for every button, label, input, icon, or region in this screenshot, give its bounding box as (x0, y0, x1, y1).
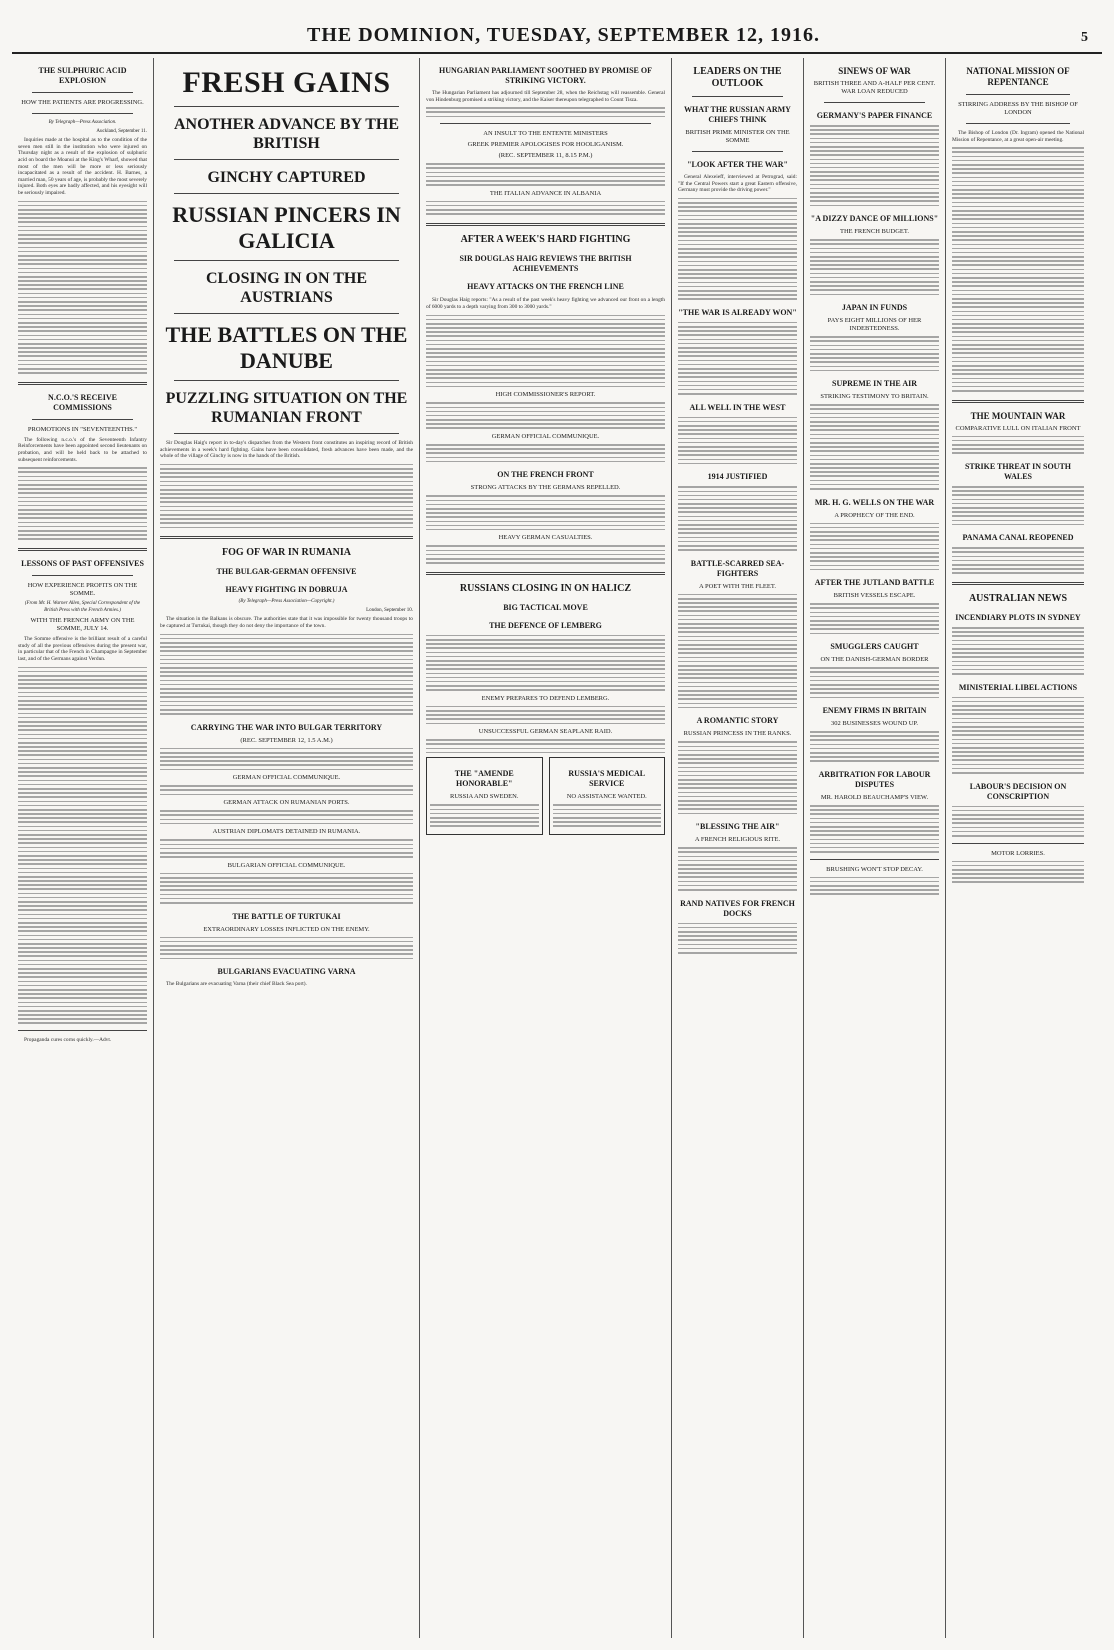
text-lines (678, 741, 797, 814)
headline: LEADERS ON THE OUTLOOK (693, 66, 782, 89)
text-lines (952, 861, 1084, 884)
credit: (From Mr. H. Warner Allen, Special Correspondent of the British Press with the French Armies.) (24, 600, 141, 613)
headline: SUPREME IN THE AIR (832, 379, 917, 389)
headline: AUSTRALIAN NEWS (968, 593, 1068, 604)
headline: AFTER THE JUTLAND BATTLE (814, 578, 935, 588)
subheadline: THE ITALIAN ADVANCE IN ALBANIA (489, 189, 602, 197)
subheadline: A POET WITH THE FLEET. (699, 582, 776, 590)
headline: ON THE FRENCH FRONT (497, 470, 594, 480)
subheadline: ENEMY PREPARES TO DEFEND LEMBERG. (481, 694, 610, 702)
text-lines (160, 464, 413, 528)
headline: THE "AMENDE HONORABLE" (454, 769, 514, 789)
article-text: The Hungarian Parliament has adjourned till September 28, when the Reichstag will reassemble. General von Hindenburg promised a striking victory, and the Kaiser thereupon telegraphed to Count Tisza. (426, 90, 665, 103)
headline: THE DEFENCE OF LEMBERG (489, 620, 602, 630)
headline: THE BULGAR-GERMAN OFFENSIVE (216, 567, 357, 577)
headline: SINEWS OF WAR (838, 66, 911, 76)
headline: "LOOK AFTER THE WAR" (687, 160, 788, 169)
subheadline: AN INSULT TO THE ENTENTE MINISTERS (483, 130, 608, 138)
article-text: Sir Douglas Haig reports: "As a result of the past week's heavy fighting we advanced our front on a length of 6000 yards to a depth varying from 300 to 3000 yards." (426, 297, 665, 310)
text-lines (678, 923, 797, 954)
subheadline: MR. HAROLD BEAUCHAMP'S VIEW. (820, 794, 929, 801)
subheadline: GREEK PREMIER APOLOGISES FOR HOOLIGANISM. (467, 141, 624, 149)
headline: HUNGARIAN PARLIAMENT SOOTHED BY PROMISE OF STRIKING VICTORY. (439, 66, 652, 85)
subheadline: RUSSIA AND SWEDEN. (450, 793, 519, 801)
column-6 (946, 58, 1090, 1638)
subheadline: BRITISH PRIME MINISTER ON THE SOMME (685, 129, 790, 144)
advertisement: BRUSHING WON'T STOP DECAY. (826, 865, 923, 873)
text-lines (810, 125, 939, 206)
subheadline: RUSSIAN PRINCESS IN THE RANKS. (683, 730, 792, 738)
headline: "A DIZZY DANCE OF MILLIONS" (810, 214, 939, 224)
headline: AFTER A WEEK'S HARD FIGHTING (460, 233, 631, 245)
headline: NATIONAL MISSION OF REPENTANCE (966, 66, 1070, 87)
received-line: (REC. SEPTEMBER 12, 1.5 A.M.) (240, 736, 333, 744)
column-1 (12, 58, 154, 1638)
headline: CLOSING IN ON THE AUSTRIANS (205, 270, 368, 306)
article-text: The following n.c.o.'s of the Seventeenth Infantry Reinforcements have been appointed second lieutenants on probation, and will be held back to be attached to subsequent reinforcements. (18, 436, 147, 463)
article-text: The Somme offensive is the brilliant result of a careful study of all the previous offensives during the present war, in particular that of the French in Champagne in September last, and of the Germans against Verdun. (18, 636, 147, 662)
text-lines (952, 697, 1084, 774)
subheadline: BRITISH THREE AND A-HALF PER CENT. WAR LOAN REDUCED (813, 80, 936, 95)
text-lines (18, 667, 147, 1025)
headline: BIG TACTICAL MOVE (503, 602, 588, 612)
headline: HEAVY FIGHTING IN DOBRUJA (225, 585, 348, 595)
headline: MINISTERIAL LIBEL ACTIONS (958, 682, 1078, 692)
headline: LABOUR'S DECISION ON CONSCRIPTION (969, 781, 1067, 801)
text-lines (426, 315, 665, 388)
text-lines (426, 545, 665, 563)
credit: (By Telegraph—Press Association—Copyright.) (238, 599, 335, 605)
headline: RUSSIA'S MEDICAL SERVICE (568, 769, 646, 789)
advertisement: Propaganda cures corns quickly.—Advt. (24, 1037, 112, 1044)
headline: ANOTHER ADVANCE BY THE BRITISH (173, 116, 400, 152)
text-lines (810, 603, 939, 634)
text-lines (810, 805, 939, 853)
subheadline: A FRENCH RELIGIOUS RITE. (694, 836, 781, 844)
column-4 (672, 58, 804, 1638)
column-5 (804, 58, 946, 1638)
headline: A ROMANTIC STORY (696, 716, 779, 726)
masthead-title: THE DOMINION, TUESDAY, SEPTEMBER 12, 1916. (306, 24, 821, 46)
headline: THE SULPHURIC ACID EXPLOSION (38, 66, 127, 85)
headline: SIR DOUGLAS HAIG REVIEWS THE BRITISH ACHIEVEMENTS (459, 253, 632, 273)
text-lines (952, 147, 1084, 391)
text-lines (952, 806, 1084, 837)
text-lines (426, 402, 665, 429)
text-lines (952, 436, 1084, 454)
text-lines (678, 847, 797, 890)
columns (12, 58, 1102, 1638)
text-lines (426, 706, 665, 724)
headline: BULGARIANS EVACUATING VARNA (217, 967, 356, 977)
box-amende (426, 757, 543, 835)
article-text: The Bulgarians are evacuating Varna (their chief Black Sea port). (166, 981, 307, 988)
subheadline: BULGARIAN OFFICIAL COMMUNIQUE. (227, 861, 346, 869)
column-2 (154, 58, 420, 1638)
text-lines (952, 627, 1084, 675)
text-lines (426, 201, 665, 215)
text-lines (426, 163, 665, 186)
text-lines (810, 731, 939, 762)
text-lines (678, 198, 797, 300)
headline: GINCHY CAPTURED (207, 169, 366, 186)
text-lines (160, 873, 413, 904)
headline: PUZZLING SITUATION ON THE RUMANIAN FRONT (165, 390, 408, 426)
subheadline: BRITISH VESSELS ESCAPE. (833, 592, 916, 600)
text-lines (810, 239, 939, 295)
text-lines (678, 594, 797, 709)
text-lines (426, 739, 665, 753)
text-lines (952, 547, 1084, 574)
subheadline: HEAVY GERMAN CASUALTIES. (498, 534, 593, 542)
text-lines (426, 444, 665, 462)
subheadline: STRIKING TESTIMONY TO BRITAIN. (820, 393, 929, 401)
headline: THE MOUNTAIN WAR (970, 410, 1066, 421)
subheadline: HOW THE PATIENTS ARE PROGRESSING. (21, 99, 144, 106)
headline: SMUGGLERS CAUGHT (830, 642, 919, 652)
headline: CARRYING THE WAR INTO BULGAR TERRITORY (190, 722, 383, 732)
text-lines (678, 486, 797, 550)
text-lines (426, 107, 665, 117)
headline: ALL WELL IN THE WEST (689, 402, 786, 412)
text-lines (18, 201, 147, 374)
text-lines (160, 937, 413, 960)
article-text: Inquiries made at the hospital as to the condition of the seven men still in the institution who were injured on Thursday night as a result of the explosion of sulphuric acid on board the Moanui at the King's Wharf, showed that most of the men will be more or less seriously incapacitated as a result of the accident. H. Barnes, a married man, 50 years of age, is probably the most severely injured. Both eyes are badly affected, and his eyesight will be seriously impaired. (18, 137, 147, 196)
article-text: General Alexeieff, interviewed at Petrograd, said: "If the Central Powers start a great Eastern offensive, Germany must provide the driving power." (678, 174, 797, 194)
text-lines (678, 417, 797, 465)
headline: LESSONS OF PAST OFFENSIVES (21, 558, 144, 568)
page-number: 5 (1081, 30, 1088, 45)
subheadline: WITH THE FRENCH ARMY ON THE SOMME, JULY 14. (30, 617, 135, 633)
article-text: The Bishop of London (Dr. Ingram) opened the National Mission of Repentance, at a great open-air meeting. (952, 130, 1084, 143)
text-lines (810, 523, 939, 571)
text-lines (18, 467, 147, 540)
headline: "BLESSING THE AIR" (695, 822, 780, 832)
subheadline: THE FRENCH BUDGET. (839, 228, 910, 236)
subheadline: A PROPHECY OF THE END. (834, 511, 915, 519)
bottom-boxes (426, 757, 665, 839)
advertisement: MOTOR LORRIES. (991, 849, 1045, 857)
subheadline: PROMOTIONS IN "SEVENTEENTHS." (27, 425, 138, 433)
text-lines (160, 810, 413, 824)
headline: STRIKE THREAT IN SOUTH WALES (964, 462, 1072, 481)
text-lines (810, 404, 939, 489)
headline: BATTLE-SCARRED SEA-FIGHTERS (690, 558, 785, 578)
dateline: Auckland, September 11. (96, 128, 147, 134)
headline: HEAVY ATTACKS ON THE FRENCH LINE (467, 281, 624, 291)
text-lines (678, 322, 797, 395)
headline: PANAMA CANAL REOPENED (962, 533, 1074, 543)
text-lines (553, 804, 662, 827)
text-lines (810, 877, 939, 895)
headline: GERMANY'S PAPER FINANCE (816, 111, 933, 120)
received-line: (REC. SEPTEMBER 11, 8.15 P.M.) (498, 152, 593, 160)
headline: INCENDIARY PLOTS IN SYDNEY (955, 613, 1081, 622)
credit: By Telegraph—Press Association. (48, 120, 117, 125)
box-medical (549, 757, 666, 835)
headline: RAND NATIVES FOR FRENCH DOCKS (680, 898, 795, 918)
text-lines (810, 336, 939, 371)
subheadline: GERMAN OFFICIAL COMMUNIQUE. (491, 433, 600, 441)
text-lines (810, 667, 939, 698)
text-lines (430, 804, 539, 827)
text-lines (952, 486, 1084, 525)
column-3 (420, 58, 672, 1638)
text-lines (160, 634, 413, 715)
subheadline: PAYS EIGHT MILLIONS OF HER INDEBTEDNESS. (827, 317, 922, 333)
headline: 1914 JUSTIFIED (707, 472, 768, 482)
headline: N.C.O.'S RECEIVE COMMISSIONS (48, 392, 117, 412)
subheadline: UNSUCCESSFUL GERMAN SEAPLANE RAID. (478, 728, 613, 736)
article-text: The situation in the Balkans is obscure. The authorities state that it was impossible for twenty thousand troops to be captured at Turtukai, though they do not deny the importance of the town. (160, 616, 413, 629)
subheadline: 302 BUSINESSES WOUND UP. (831, 720, 918, 728)
headline: THE BATTLES ON THE DANUBE (165, 322, 408, 373)
headline: RUSSIANS CLOSING IN ON HALICZ (459, 582, 632, 594)
text-lines (160, 839, 413, 857)
main-headline: FRESH GAINS (182, 66, 391, 99)
subheadline: STIRRING ADDRESS BY THE BISHOP OF LONDON (958, 101, 1078, 116)
headline: FOG OF WAR IN RUMANIA (222, 547, 351, 559)
headline: MR. H. G. WELLS ON THE WAR (814, 497, 935, 507)
headline: THE BATTLE OF TURTUKAI (232, 911, 341, 921)
subheadline: HIGH COMMISSIONER'S REPORT. (495, 391, 596, 399)
text-lines (160, 748, 413, 771)
headline: ENEMY FIRMS IN BRITAIN (822, 706, 927, 716)
subheadline: NO ASSISTANCE WANTED. (566, 793, 647, 801)
headline: "THE WAR IS ALREADY WON" (678, 307, 797, 317)
headline: JAPAN IN FUNDS (841, 303, 908, 313)
headline: ARBITRATION FOR LABOUR DISPUTES (818, 770, 931, 789)
text-lines (426, 635, 665, 691)
subheadline: AUSTRIAN DIPLOMATS DETAINED IN RUMANIA. (212, 828, 361, 836)
subheadline: STRONG ATTACKS BY THE GERMANS REPELLED. (470, 484, 621, 492)
text-lines (160, 785, 413, 795)
subheadline: COMPARATIVE LULL ON ITALIAN FRONT (955, 424, 1081, 432)
subheadline: GERMAN ATTACK ON RUMANIAN PORTS. (223, 799, 350, 807)
subheadline: EXTRAORDINARY LOSSES INFLICTED ON THE ENEMY. (203, 925, 370, 933)
subheadline: GERMAN OFFICIAL COMMUNIQUE. (232, 774, 341, 782)
headline: RUSSIAN PINCERS IN GALICIA (172, 202, 401, 253)
subheadline: ON THE DANISH-GERMAN BORDER (820, 656, 929, 664)
headline: WHAT THE RUSSIAN ARMY CHIEFS THINK (684, 105, 791, 124)
subheadline: HOW EXPERIENCE PROFITS ON THE SOMME. (27, 581, 138, 597)
dateline: London, September 10. (366, 607, 413, 613)
masthead (12, 24, 1102, 54)
article-text: Sir Douglas Haig's report in to-day's dispatches from the Western front constitutes an inspiring record of British achievements in a week's hard fighting. Gains have been consolidated, fresh advances have been made, and the whole of the village of Ginchy is now in the hands of the British. (160, 440, 413, 460)
text-lines (426, 495, 665, 530)
